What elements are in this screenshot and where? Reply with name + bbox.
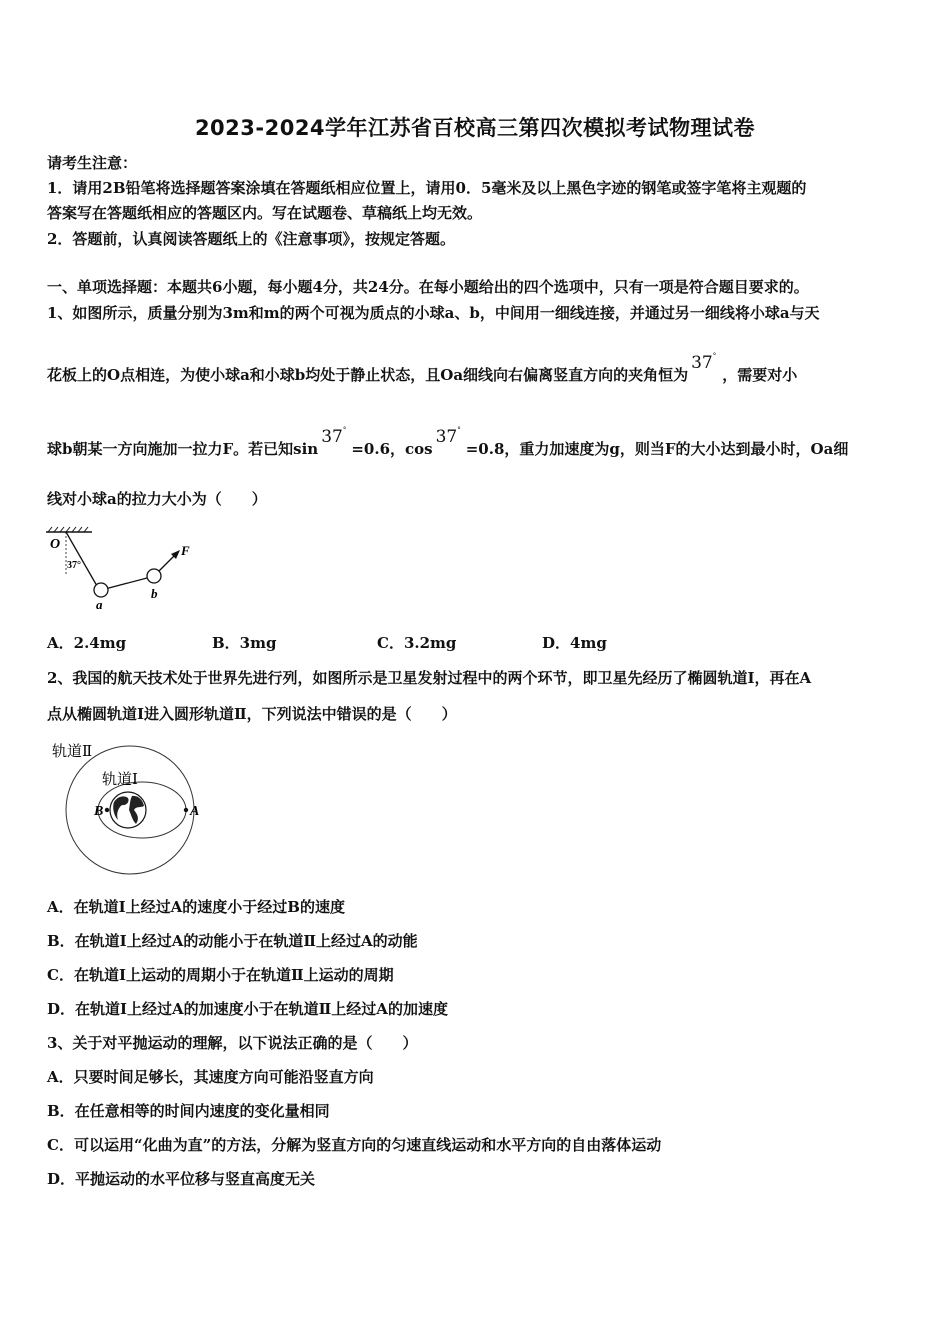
label-b: b <box>151 586 158 601</box>
ball-a <box>94 583 108 597</box>
q1-option-a: A．2.4mg <box>47 634 127 652</box>
q2-figure <box>44 738 214 878</box>
notice-item-2: 2．答题前，认真阅读答题纸上的《注意事项》，按规定答题。 <box>47 230 455 248</box>
angle-value: 37 <box>321 427 343 447</box>
degree-sign: ° <box>457 426 461 434</box>
page-title: 2023-2024学年江苏省百校高三第四次模拟考试物理试卷 <box>194 116 756 140</box>
angle-value: 37 <box>435 427 458 447</box>
q1-option-c: C．3.2mg <box>377 634 457 652</box>
q2-option-c: C．在轨道I上运动的周期小于在轨道Ⅱ上运动的周期 <box>47 966 394 984</box>
q1-stem-line-2 <box>47 352 798 385</box>
angle-value: 37 <box>691 353 713 373</box>
q2-option-a: A．在轨道I上经过A的速度小于经过B的速度 <box>47 898 345 916</box>
q1-stem-sin: 球b朝某一方向施加一拉力F。若已知sin <box>47 440 319 458</box>
q1-stem-line-2-text: 花板上的O点相连，为使小球a和小球b均处于静止状态，且Oa细线向右偏离竖直方向的夹角恒为 <box>47 366 689 384</box>
point-b <box>105 808 109 812</box>
q2-option-b: B．在轨道I上经过A的动能小于在轨道Ⅱ上经过A的动能 <box>47 932 418 950</box>
q1-figure <box>40 526 210 616</box>
label-b: B <box>94 804 104 819</box>
q1-option-d: D．4mg <box>542 634 607 652</box>
q3-option-d: D．平抛运动的水平位移与竖直高度无关 <box>47 1170 316 1188</box>
notice-item-1-line-2: 答案写在答题纸相应的答题区内。写在试题卷、草稿纸上均无效。 <box>47 204 483 222</box>
q1-stem-line-4: 线对小球a的拉力大小为（ ） <box>47 490 267 508</box>
string-ab <box>105 578 147 589</box>
q1-stem-line-3 <box>47 426 849 459</box>
q2-stem-line-1: 2、我国的航天技术处于世界先进行列，如图所示是卫星发射过程中的两个环节，即卫星先经历了椭圆轨道I，再在A <box>47 669 812 687</box>
q2-option-d: D．在轨道I上经过A的加速度小于在轨道Ⅱ上经过A的加速度 <box>47 1000 448 1018</box>
q1-stem-line-2-tail: ，需要对小 <box>722 366 798 384</box>
q3-stem: 3、关于对平抛运动的理解，以下说法正确的是（ ） <box>47 1034 418 1052</box>
point-a <box>184 808 188 812</box>
label-f: F <box>181 543 190 558</box>
q3-option-b: B．在任意相等的时间内速度的变化量相同 <box>47 1102 330 1120</box>
ball-b <box>147 569 161 583</box>
orbit-2-label: 轨道Ⅱ <box>52 744 93 760</box>
q1-stem-cos: =0.6，cos <box>351 440 433 458</box>
q1-stem-line-3-tail: =0.8，重力加速度为g，则当F的大小达到最小时，Oa细 <box>465 440 849 458</box>
notice-heading: 请考生注意： <box>47 154 138 172</box>
label-a: a <box>96 597 103 612</box>
q3-option-a: A．只要时间足够长，其速度方向可能沿竖直方向 <box>47 1068 374 1086</box>
q3-option-c: C．可以运用“化曲为直”的方法，分解为竖直方向的匀速直线运动和水平方向的自由落体运动 <box>47 1136 662 1154</box>
degree-sign: ° <box>342 426 347 434</box>
label-a: A <box>190 804 200 819</box>
label-o: O <box>50 537 61 552</box>
q1-stem-line-1: 1、如图所示，质量分别为3m和m的两个可视为质点的小球a、b，中间用一细线连接，并通过另一细线将小球a与天 <box>47 304 820 322</box>
degree-sign: ° <box>712 352 717 360</box>
section-heading: 一、单项选择题：本题共6小题，每小题4分，共24分。在每小题给出的四个选项中，只有一项是符合题目要求的。 <box>47 278 809 296</box>
q1-option-b: B．3mg <box>212 634 277 652</box>
notice-item-1-line-1: 1．请用2B铅笔将选择题答案涂填在答题纸相应位置上，请用0．5毫米及以上黑色字迹的钢笔或签字笔将主观题的 <box>47 179 807 197</box>
orbit-1-label: 轨道Ⅰ <box>102 772 138 788</box>
string-oa <box>66 532 97 586</box>
label-angle: 37° <box>67 560 81 571</box>
q2-stem-line-2: 点从椭圆轨道I进入圆形轨道Ⅱ，下列说法中错误的是（ ） <box>47 705 457 723</box>
